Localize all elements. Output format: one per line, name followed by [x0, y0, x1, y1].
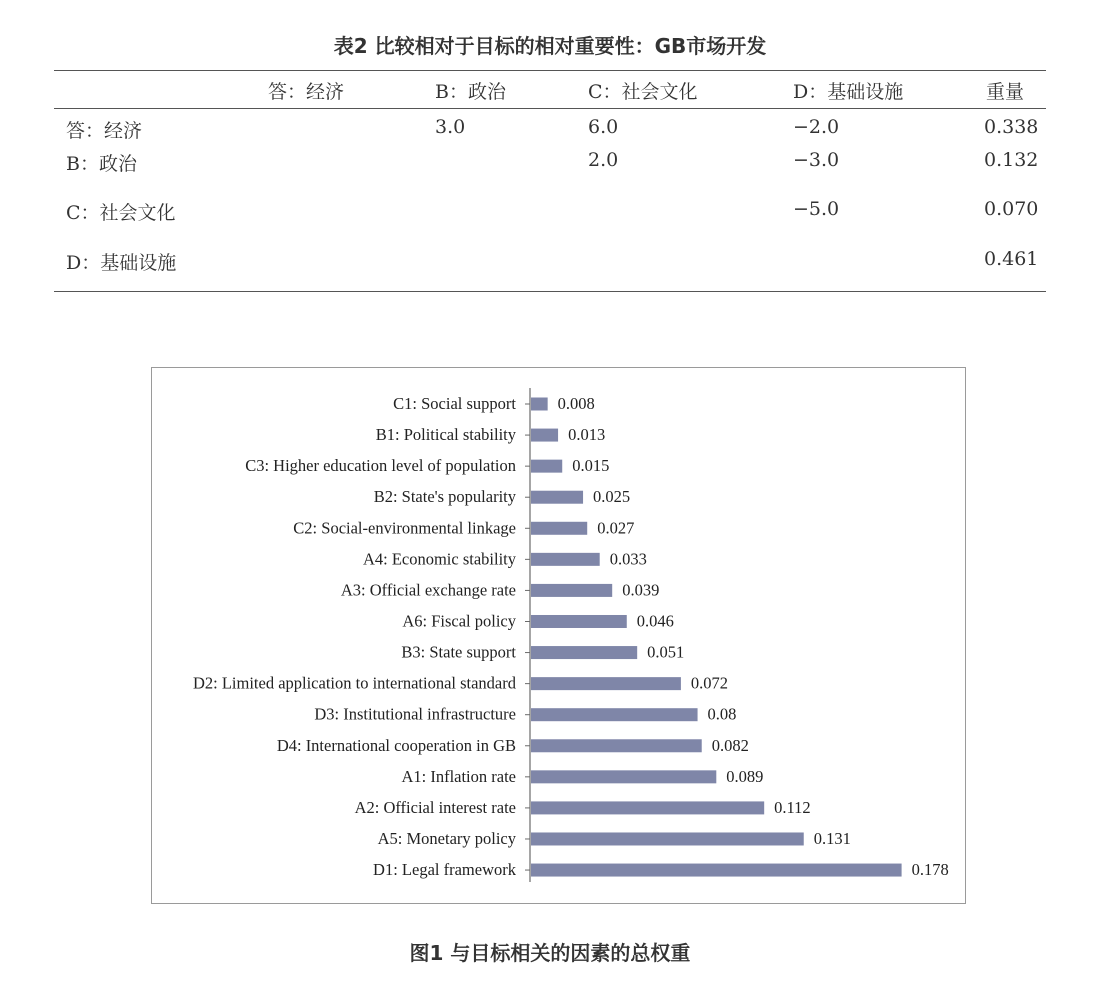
- category-label: C3: Higher education level of population: [245, 456, 516, 476]
- cell-economy-weight: 0.338: [984, 116, 1039, 138]
- category-label: D3: Institutional infrastructure: [314, 704, 516, 724]
- data-label: 0.046: [636, 611, 674, 631]
- chart-frame: [151, 367, 966, 904]
- bar: [531, 801, 764, 814]
- data-label: 0.015: [572, 456, 610, 476]
- bar: [531, 864, 902, 877]
- bar: [531, 739, 702, 752]
- data-label: 0.112: [774, 797, 811, 817]
- category-label: A2: Official interest rate: [354, 797, 516, 817]
- bar: [531, 491, 583, 504]
- row-label-infrastructure: D：基础设施: [66, 252, 177, 274]
- data-label: 0.033: [609, 549, 647, 569]
- category-label: B2: State's popularity: [373, 487, 516, 507]
- table-title: 表2 比较相对于目标的相对重要性：GB市场开发: [333, 34, 767, 58]
- table-top-rule: [54, 70, 1046, 71]
- cell-sociocultural-d: −5.0: [793, 198, 840, 220]
- category-label: D4: International cooperation in GB: [276, 735, 516, 755]
- figure-caption: 图1 与目标相关的因素的总权重: [409, 941, 691, 965]
- cell-politics-weight: 0.132: [984, 149, 1039, 171]
- bar: [531, 460, 562, 473]
- category-label: A5: Monetary policy: [377, 828, 516, 848]
- data-label: 0.082: [711, 735, 749, 755]
- bar: [531, 770, 716, 783]
- col-header-sociocultural: C：社会文化: [588, 81, 698, 103]
- cell-economy-d: −2.0: [793, 116, 840, 138]
- table-header-rule: [54, 108, 1046, 109]
- bar: [531, 832, 804, 845]
- cell-economy-c: 6.0: [588, 116, 619, 138]
- data-label: 0.051: [647, 642, 685, 662]
- category-label: A1: Inflation rate: [401, 766, 516, 786]
- data-label: 0.025: [593, 487, 631, 507]
- category-label: C2: Social-environmental linkage: [293, 518, 516, 538]
- category-label: D1: Legal framework: [373, 860, 516, 880]
- data-label: 0.013: [568, 425, 606, 445]
- col-header-infrastructure: D：基础设施: [793, 81, 904, 103]
- col-header-politics: B：政治: [435, 81, 506, 103]
- bar-chart: [152, 368, 964, 902]
- table-bottom-rule: [54, 291, 1046, 292]
- row-label-economy: 答：经济: [66, 120, 143, 142]
- bar: [531, 584, 612, 597]
- bar: [531, 522, 587, 535]
- data-label: 0.178: [911, 860, 949, 880]
- category-label: B1: Political stability: [375, 425, 516, 445]
- bar: [531, 553, 600, 566]
- bar: [531, 646, 637, 659]
- category-label: C1: Social support: [393, 394, 516, 413]
- cell-politics-d: −3.0: [793, 149, 840, 171]
- cell-infrastructure-weight: 0.461: [984, 248, 1039, 270]
- row-label-sociocultural: C：社会文化: [66, 202, 176, 224]
- cell-sociocultural-weight: 0.070: [984, 198, 1039, 220]
- category-label: D2: Limited application to international standard: [192, 673, 516, 693]
- data-label: 0.131: [813, 828, 851, 848]
- category-label: A3: Official exchange rate: [340, 580, 516, 600]
- bar: [531, 429, 558, 442]
- bar: [531, 708, 698, 721]
- row-label-politics: B：政治: [66, 153, 137, 175]
- cell-politics-c: 2.0: [588, 149, 619, 171]
- category-label: B3: State support: [401, 642, 516, 662]
- category-label: A6: Fiscal policy: [402, 611, 516, 631]
- data-label: 0.027: [597, 518, 635, 538]
- bar: [531, 677, 681, 690]
- col-header-weight: 重量: [986, 81, 1025, 103]
- data-label: 0.039: [622, 580, 660, 600]
- bar: [531, 398, 548, 411]
- col-header-economy: 答：经济: [268, 81, 345, 103]
- category-label: A4: Economic stability: [362, 549, 516, 569]
- data-label: 0.008: [557, 394, 595, 413]
- data-label: 0.08: [707, 704, 737, 724]
- bar: [531, 615, 627, 628]
- data-label: 0.089: [726, 766, 764, 786]
- cell-economy-b: 3.0: [435, 116, 466, 138]
- data-label: 0.072: [690, 673, 729, 693]
